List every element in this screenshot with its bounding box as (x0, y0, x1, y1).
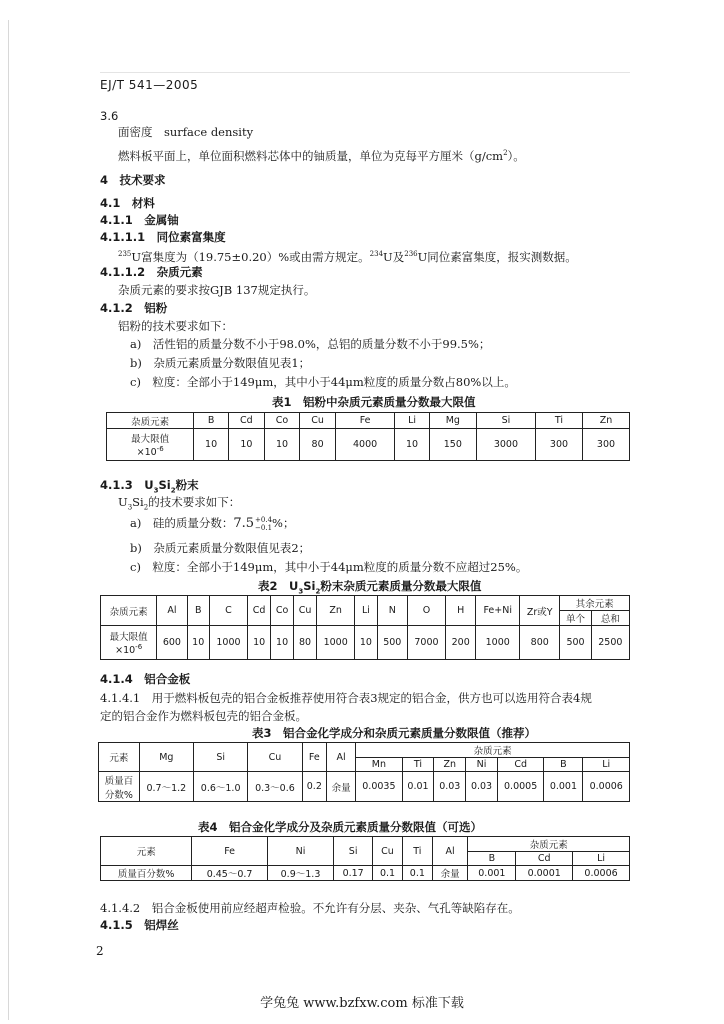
table-1-header: Li (395, 413, 430, 429)
table-2-other-sub: 单个 (560, 611, 591, 626)
table-1-header: Cu (300, 413, 336, 429)
table-4-header: Ti (402, 837, 432, 866)
table-4-impurity-sub: Li (573, 852, 630, 866)
table-1-row-label: 杂质元素 (107, 413, 194, 429)
table-2-header: H (446, 596, 476, 626)
table-2-header: Cd (248, 596, 271, 626)
table-1-cell: 10 (228, 429, 264, 461)
table-3-impurity-sub: Cd (497, 758, 543, 772)
table-1-caption: 表1 铝粉中杂质元素质量分数最大限值 (272, 395, 476, 409)
section-4-1-1-title: 4.1.1 金属铀 (100, 213, 179, 227)
section-3-6-number: 3.6 (100, 109, 119, 123)
table-1-cell: 80 (300, 429, 336, 461)
table-4-row-label: 质量百分数% (101, 866, 192, 881)
al-powder-item-b: b) 杂质元素质量分数限值见表1； (130, 356, 311, 370)
table-1 (106, 412, 630, 461)
table-2-cell: 200 (446, 626, 476, 660)
table-2-header: Fe+Ni (476, 596, 520, 626)
section-4-1-4-1-line-1: 4.1.4.1 用于燃料板包壳的铝合金板推荐使用符合表3规定的铝合金，供方也可以选用符合表4规 (100, 691, 592, 705)
table-2-header: C (209, 596, 247, 626)
table-4-row-label: 元素 (101, 837, 192, 866)
table-2-cell: 10 (355, 626, 377, 660)
standard-code: EJ/T 541—2005 (100, 78, 199, 92)
table-1-header: Zn (582, 413, 629, 429)
table-1-cell: 150 (429, 429, 476, 461)
table-2-cell: 2500 (591, 626, 629, 660)
table-4-header: Ni (267, 837, 333, 866)
table-3-impurity-sub: Li (583, 758, 630, 772)
table-3-cell: 0.03 (466, 772, 498, 802)
table-1-header: Si (476, 413, 535, 429)
table-2-header: Zr或Y (520, 596, 560, 626)
table-2-header: Co (271, 596, 294, 626)
table-4-cell: 0.1 (402, 866, 432, 881)
table-2-cell: 80 (294, 626, 317, 660)
table-3-impurity-sub: Zn (434, 758, 466, 772)
table-2-header: Al (157, 596, 187, 626)
section-4-1-2-title: 4.1.2 铝粉 (100, 301, 168, 315)
table-1-header: B (194, 413, 229, 429)
table-2-cell: 7000 (407, 626, 445, 660)
table-4-cell: 0.9～1.3 (267, 866, 333, 881)
table-4-header: Fe (192, 837, 267, 866)
al-powder-intro: 铝粉的技术要求如下： (118, 319, 233, 333)
table-2-cell: 10 (187, 626, 209, 660)
table-2-row-label: 杂质元素 (101, 596, 157, 626)
section-4-title: 4 技术要求 (100, 173, 166, 187)
table-3-cell: 0.01 (402, 772, 434, 802)
table-1-cell: 4000 (336, 429, 395, 461)
u3si2-item-b: b) 杂质元素质量分数限值见表2； (130, 541, 311, 555)
section-3-6-term: 面密度 surface density (118, 125, 254, 139)
table-2-caption: 表2 $U_3Si_2$粉末杂质元素质量分数最大限值 (258, 579, 482, 596)
table-1-cell: 300 (582, 429, 629, 461)
table-2-cell: 1000 (209, 626, 247, 660)
table-2-cell: 1000 (476, 626, 520, 660)
table-4 (100, 836, 630, 881)
table-4-impurity-header: 杂质元素 (468, 837, 630, 852)
table-3 (98, 742, 630, 802)
al-powder-item-a: a) 活性铝的质量分数不小于98.0%，总铝的质量分数不小于99.5%； (130, 337, 491, 351)
table-3-impurity-sub: B (544, 758, 583, 772)
section-4-1-3-title: 4.1.3 $U_3Si_2$粉末 (100, 478, 199, 495)
enrichment-text: $^{235}$U富集度为（19.75±0.20）%或由需方规定。$^{234}$U及$^{236}$U同位素富集度，报实测数据。 (118, 249, 577, 264)
table-1-cell: 10 (395, 429, 430, 461)
table-3-cell: 0.0005 (497, 772, 543, 802)
table-2 (100, 595, 630, 660)
section-4-1-5-title: 4.1.5 铝焊丝 (100, 918, 179, 932)
table-4-cell: 0.17 (334, 866, 373, 881)
table-2-header: O (407, 596, 445, 626)
table-3-row-label: 元素 (99, 743, 140, 772)
table-4-header: Si (334, 837, 373, 866)
table-2-cell: 500 (377, 626, 407, 660)
table-4-cell: 0.0001 (516, 866, 573, 881)
table-2-row-label: 最大限值 $\times 10^{-6}$ (101, 626, 157, 660)
table-2-cell: 800 (520, 626, 560, 660)
table-1-header: Cd (228, 413, 264, 429)
table-4-impurity-sub: B (468, 852, 516, 866)
table-3-cell: 0.03 (434, 772, 466, 802)
table-3-impurity-sub: Ni (466, 758, 498, 772)
table-2-cell: 10 (248, 626, 271, 660)
table-2-cell: 500 (560, 626, 591, 660)
table-3-cell: 0.7～1.2 (139, 772, 193, 802)
table-2-header: B (187, 596, 209, 626)
table-2-header: Li (355, 596, 377, 626)
section-3-6-definition: 燃料板平面上，单位面积燃料芯体中的铀质量，单位为克每平方厘米$(g/cm^2)$。 (118, 148, 525, 163)
table-4-cell: 0.001 (468, 866, 516, 881)
table-2-cell: 10 (271, 626, 294, 660)
page-number: 2 (96, 944, 104, 958)
table-1-cell: 10 (264, 429, 299, 461)
table-1-row-label: 最大限值 $\times 10^{-6}$ (107, 429, 194, 461)
table-2-other-header: 其余元素 (560, 596, 630, 611)
table-3-cell: 0.3～0.6 (248, 772, 302, 802)
table-1-header: Fe (336, 413, 395, 429)
table-4-caption: 表4 铝合金化学成分及杂质元素质量分数限值（可选） (198, 820, 482, 834)
u3si2-intro: $U_3Si_2$的技术要求如下： (118, 495, 241, 512)
table-1-cell: 10 (194, 429, 229, 461)
table-3-cell: 0.001 (544, 772, 583, 802)
table-1-cell: 3000 (476, 429, 535, 461)
table-3-impurity-sub: Mn (356, 758, 402, 772)
table-3-header: Cu (248, 743, 302, 772)
table-1-cell: 300 (536, 429, 583, 461)
section-4-1-4-1-line-2: 定的铝合金作为燃料板包壳的铝合金板。 (100, 709, 307, 723)
table-3-header: Al (327, 743, 356, 772)
table-3-row-label: 质量百 分数% (99, 772, 140, 802)
table-3-header: Fe (302, 743, 326, 772)
watermark-footer: 学兔兔 www.bzfxw.com 标准下载 (260, 996, 464, 1011)
table-1-header: Mg (429, 413, 476, 429)
section-4-1-4-2-text: 4.1.4.2 铝合金板使用前应经超声检验。不允许有分层、夹杂、气孔等缺陷存在。 (100, 901, 520, 915)
section-4-1-4-title: 4.1.4 铝合金板 (100, 672, 191, 686)
table-1-header: Ti (536, 413, 583, 429)
table-2-cell: 600 (157, 626, 187, 660)
table-4-cell: 0.45～0.7 (192, 866, 267, 881)
table-4-cell: 0.1 (373, 866, 403, 881)
table-3-impurity-sub: Ti (402, 758, 434, 772)
table-3-header: Mg (139, 743, 193, 772)
table-4-header: Al (432, 837, 468, 866)
section-4-1-title: 4.1 材料 (100, 196, 155, 210)
scan-edge-line (8, 20, 9, 1020)
section-4-1-1-1-title: 4.1.1.1 同位素富集度 (100, 230, 226, 244)
table-3-impurity-header: 杂质元素 (356, 743, 630, 758)
table-4-impurity-sub: Cd (516, 852, 573, 866)
al-powder-item-c: c) 粒度：全部小于149μm，其中小于44μm粒度的质量分数占80%以上。 (130, 375, 516, 389)
table-3-header: Si (194, 743, 248, 772)
table-2-header: N (377, 596, 407, 626)
header-rule (100, 72, 630, 73)
table-3-cell: 0.6～1.0 (194, 772, 248, 802)
table-2-header: Zn (317, 596, 355, 626)
table-1-header: Co (264, 413, 299, 429)
u3si2-item-c: c) 粒度：全部小于149μm，其中小于44μm粒度的质量分数不应超过25%。 (130, 560, 528, 574)
table-3-cell: 余量 (327, 772, 356, 802)
table-2-other-sub: 总和 (591, 611, 629, 626)
table-2-header: Cu (294, 596, 317, 626)
table-2-cell: 1000 (317, 626, 355, 660)
table-4-header: Cu (373, 837, 403, 866)
table-3-cell: 0.0006 (583, 772, 630, 802)
table-3-cell: 0.0035 (356, 772, 402, 802)
table-4-cell: 0.0006 (573, 866, 630, 881)
impurity-text: 杂质元素的要求按GJB 137规定执行。 (118, 283, 316, 297)
u3si2-item-a: a) 硅的质量分数：7.5 +0.4 −0.1 %； (130, 516, 295, 532)
table-4-cell: 余量 (432, 866, 468, 881)
section-4-1-1-2-title: 4.1.1.2 杂质元素 (100, 265, 203, 279)
table-3-cell: 0.2 (302, 772, 326, 802)
table-3-caption: 表3 铝合金化学成分和杂质元素质量分数限值（推荐） (252, 726, 536, 740)
